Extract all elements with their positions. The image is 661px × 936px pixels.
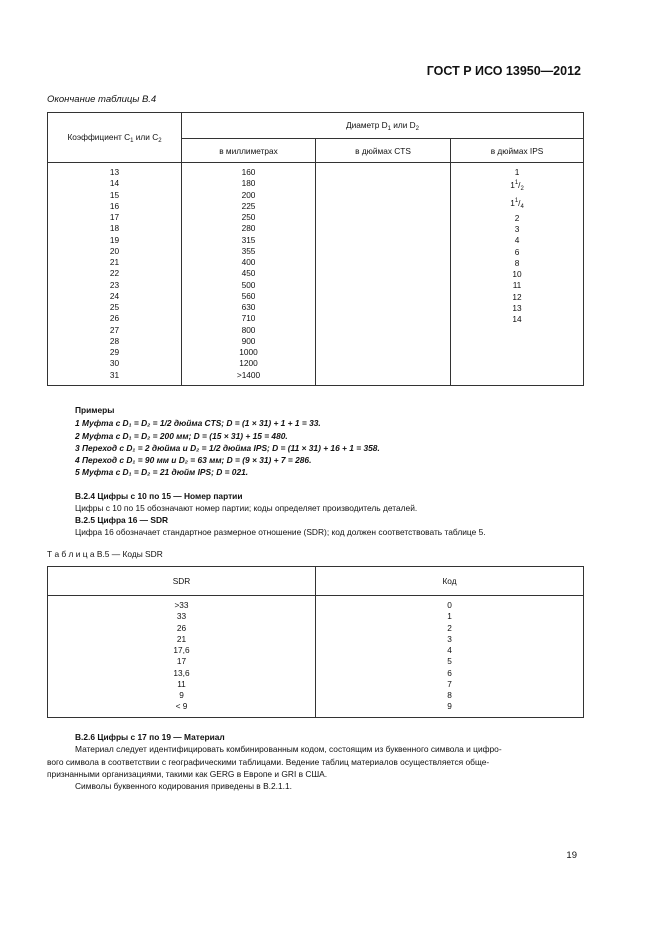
- example-5: 5 Муфта с D₁ = D₂ = 21 дюйм IPS; D = 021.: [75, 467, 249, 477]
- table-b5-code-value: 2: [447, 622, 452, 633]
- table-b5-sdr-value: < 9: [175, 701, 188, 712]
- section-b26-heading: В.2.6 Цифры с 17 по 19 — Материал: [75, 732, 225, 742]
- table-b4-coef-value: 23: [109, 279, 120, 290]
- table-b5-sdr-value: 33: [176, 611, 187, 622]
- table-b4-ips-value: 12: [512, 291, 522, 302]
- example-3: 3 Переход с D₁ = 2 дюйма и D₂ = 1/2 дюйма IPS; D = (11 × 31) + 16 + 1 = 358.: [75, 443, 380, 453]
- table-b5-sdr-value: 26: [176, 622, 187, 633]
- table-b4-coef-value: 31: [109, 369, 120, 380]
- table-b4-coef-value: 19: [109, 234, 120, 245]
- table-b4-ips-value: 6: [514, 246, 520, 257]
- table-b5-sdr-value: >33: [174, 600, 189, 610]
- section-b26-line-3: признанными организациями, такими как GERG в Европе и GRI в США.: [47, 769, 328, 779]
- table-b4-mm-value: 200: [241, 189, 256, 200]
- table-b4-mm-value: 180: [241, 178, 256, 189]
- table-b5-sdr-value: 17: [176, 656, 187, 667]
- table-b4-ips-value: 8: [514, 257, 520, 268]
- table-b4-coef-value: 18: [109, 223, 120, 234]
- table-b4-ips-value: 14: [512, 314, 522, 324]
- table-b4-ips-value: 1: [514, 167, 520, 177]
- table-b4-mm-value: 1200: [239, 358, 258, 369]
- table-b4-mm-value: 355: [241, 245, 256, 256]
- table-b4-coef-value: 14: [109, 178, 120, 189]
- example-1: 1 Муфта с D₁ = D₂ = 1/2 дюйма CTS; D = (1 × 31) + 1 + 1 = 33.: [75, 418, 321, 428]
- table-b5-sdr-column: [48, 596, 316, 718]
- table-b4-ips-value: $1^1/_4$: [510, 197, 524, 210]
- table-b5-code-value: 3: [447, 633, 452, 644]
- table-b4-coef-value: 22: [109, 268, 120, 279]
- table-b5-code-column: [316, 596, 584, 718]
- table-b4-coef-value: 28: [109, 335, 120, 346]
- table-b5-sdr-value: 17,6: [173, 645, 190, 655]
- example-2: 2 Муфта с D₁ = D₂ = 200 мм; D = (15 × 31) + 15 = 480.: [75, 431, 288, 441]
- table-b4-mm-value: 710: [241, 313, 256, 324]
- table-b5-sdr-value: 11: [177, 678, 186, 689]
- table-b4-ips-value: 13: [512, 302, 522, 313]
- table-b5-code-value: 0: [447, 600, 452, 610]
- table-b5-code-value: 5: [447, 656, 452, 667]
- section-b24-heading: В.2.4 Цифры с 10 по 15 — Номер партии: [75, 491, 243, 501]
- table-b5-code-value: 9: [447, 701, 452, 712]
- table-b4-mm-value: 800: [241, 324, 256, 335]
- table-b4-ips-value: 10: [512, 269, 522, 279]
- table-b4-mm-value: 160: [241, 167, 256, 177]
- table-b5-code-value: 7: [447, 678, 452, 689]
- table-b5-caption: Т а б л и ц а В.5 — Коды SDR: [47, 549, 163, 559]
- table-b5-code-value: 4: [447, 645, 452, 655]
- table-b4-mm-value: 225: [241, 200, 256, 211]
- table-b4-cts-column: [316, 163, 451, 386]
- table-b4-coef-column: [48, 163, 182, 386]
- document-header: ГОСТ Р ИСО 13950—2012: [426, 64, 581, 78]
- table-b4-coef-value: 17: [109, 212, 120, 222]
- table-b5-code-value: 6: [447, 667, 452, 678]
- example-4: 4 Переход с D₁ = 90 мм и D₂ = 63 мм; D = (9 × 31) + 7 = 286.: [75, 455, 312, 465]
- table-b4-mm-value: 280: [241, 223, 256, 234]
- table-b4-ips-value: 4: [514, 235, 520, 246]
- section-b26-line-2: вого символа в соответствии с географическими таблицами. Ведение таблиц материалов осуществляется обще-: [47, 757, 490, 767]
- table-b4-ips-value: 11: [512, 280, 522, 291]
- table-b4-mm-value: 560: [241, 290, 256, 301]
- table-b4-coef-value: 21: [109, 257, 120, 267]
- table-b4-mm-value: 500: [241, 279, 256, 290]
- section-b26-line-4: Символы буквенного кодирования приведены в В.2.1.1.: [75, 781, 292, 791]
- table-b4-coef-value: 26: [109, 313, 120, 324]
- table-b4-mm-header: в миллиметрах: [182, 139, 316, 163]
- table-b4-diameter-header: Диаметр $D_1$ или $D_2$: [182, 113, 584, 139]
- table-b4-mm-value: 315: [241, 234, 256, 245]
- table-b4-ips-value: $1^1/_2$: [510, 180, 524, 193]
- table-b5-sdr-value: 21: [176, 633, 187, 644]
- table-b4-coef-value: 13: [109, 167, 120, 177]
- table-b4-coef-value: 16: [109, 200, 120, 211]
- table-b4-caption: Окончание таблицы В.4: [47, 94, 157, 105]
- table-b4-ips-column: [451, 163, 584, 386]
- table-b4-ips-value: 2: [514, 212, 520, 223]
- table-b4-mm-value: >1400: [236, 369, 261, 380]
- table-b4-coef-value: 20: [109, 245, 120, 256]
- table-b4-mm-value: 900: [241, 335, 256, 346]
- table-b4-coef-value: 30: [109, 358, 120, 369]
- table-b4-mm-value: 400: [241, 257, 256, 267]
- table-b4-mm-column: [182, 163, 316, 386]
- table-b4-coef-value: 25: [109, 302, 120, 312]
- table-b4-mm-value: 250: [241, 212, 256, 222]
- table-b4-mm-value: 1000: [239, 347, 258, 357]
- table-b5-sdr-header: SDR: [48, 567, 316, 596]
- page-number: 19: [566, 850, 577, 861]
- table-b5-code-header: Код: [316, 567, 584, 596]
- table-b4: [47, 112, 584, 386]
- table-b4-cts-header: в дюймах CTS: [316, 139, 451, 163]
- table-b4-coef-value: 27: [109, 324, 120, 335]
- section-b24-text: Цифры с 10 по 15 обозначают номер партии; коды определяет производитель деталей.: [75, 503, 418, 513]
- table-b4-mm-value: 630: [241, 302, 256, 312]
- table-b4-ips-value: 3: [514, 224, 520, 234]
- table-b5-sdr-value: 9: [179, 690, 184, 700]
- section-b25-heading: В.2.5 Цифра 16 — SDR: [75, 515, 169, 525]
- table-b4-coef-header: Коэффициент $C_1$ или $C_2$: [48, 113, 182, 163]
- section-b25-text: Цифра 16 обозначает стандартное размерное отношение (SDR); код должен соответствовать таблице 5.: [75, 527, 486, 537]
- section-b26-line-1: Материал следует идентифицировать комбинированным кодом, состоящим из буквенного символа и цифро-: [75, 744, 502, 754]
- examples-title: Примеры: [75, 405, 115, 415]
- table-b5-code-value: 8: [447, 690, 452, 700]
- table-b4-coef-value: 24: [109, 290, 120, 301]
- table-b4-mm-value: 450: [241, 268, 256, 279]
- table-b5-code-value: 1: [447, 611, 452, 622]
- table-b5: [47, 566, 584, 718]
- table-b4-coef-value: 29: [109, 347, 120, 357]
- table-b4-ips-header: в дюймах IPS: [451, 139, 584, 163]
- table-b5-sdr-value: 13,6: [173, 667, 190, 678]
- table-b4-coef-value: 15: [109, 189, 120, 200]
